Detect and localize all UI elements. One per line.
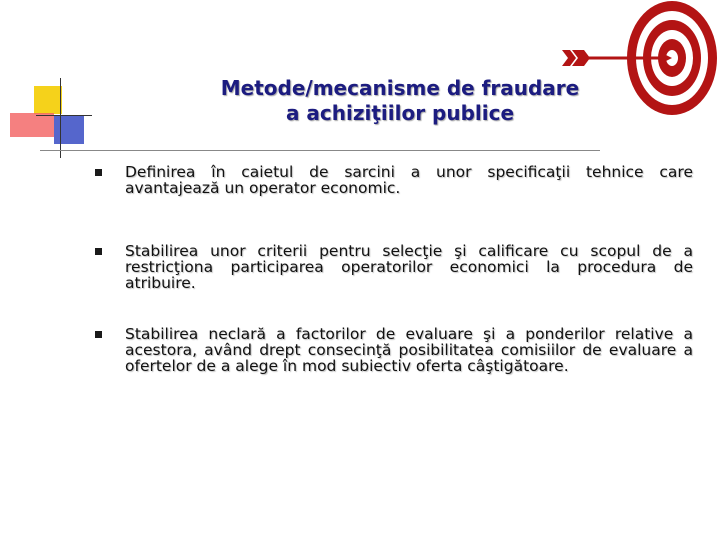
bullet-square-icon xyxy=(95,331,102,338)
bullet-square-icon xyxy=(95,169,102,176)
bullet-text: Definirea în caietul de sarcini a unor specificaţii tehnice care avantajează un operator economic. xyxy=(125,163,693,197)
title-line-2: a achiziţiilor publice xyxy=(285,101,515,125)
title-line-1: Metode/mecanisme de fraudare xyxy=(220,76,580,100)
bullet-text: Stabilirea neclară a factorilor de evaluare şi a ponderilor relative a acestora, având drept consecinţă posibilitatea comisiilor de evaluare a ofertelor de a alege în mod subiectiv oferta câştigătoare. xyxy=(125,325,693,375)
bullet-text: Stabilirea unor criterii pentru selecţie şi calificare cu scopul de a restricţiona participarea operatorilor economici la procedura de atribuire. xyxy=(125,242,693,292)
bullet-square-icon xyxy=(95,248,102,255)
